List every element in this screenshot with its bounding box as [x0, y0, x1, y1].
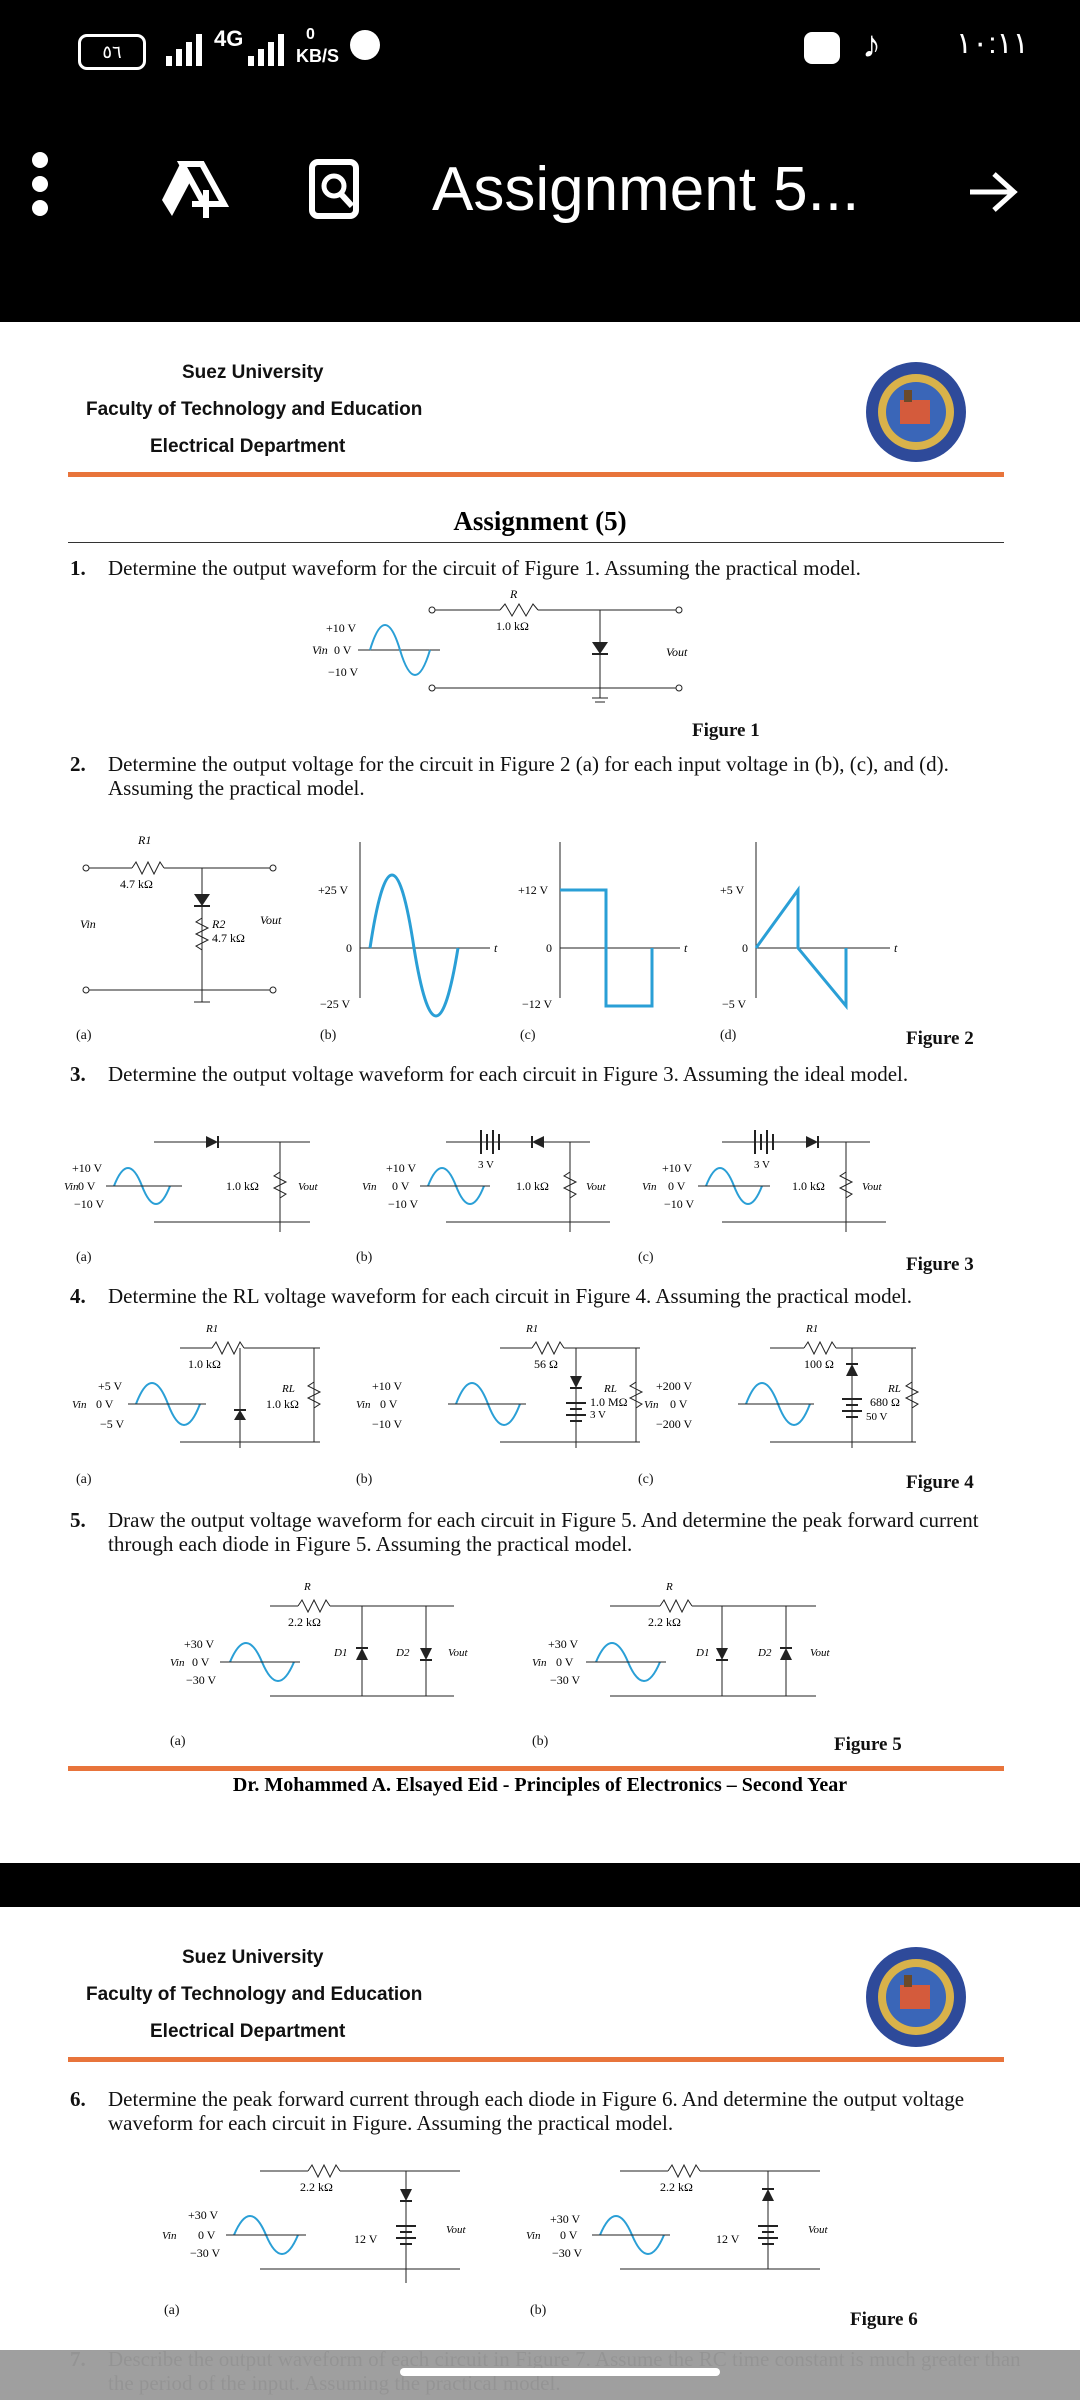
- svg-text:Vout: Vout: [810, 1647, 830, 1659]
- svg-text:−30 V: −30 V: [550, 1673, 581, 1687]
- svg-text:Vout: Vout: [446, 2224, 466, 2236]
- assignment-title: Assignment (5): [453, 506, 627, 536]
- clock: ١٠:١١: [956, 27, 1029, 60]
- svg-text:56 Ω: 56 Ω: [534, 1357, 558, 1371]
- pdf-page-2: [0, 1907, 1080, 2400]
- label-vneg: −10 V: [328, 665, 359, 679]
- sub-c: (c): [520, 1028, 536, 1043]
- svg-text:Vin: Vin: [64, 1181, 79, 1193]
- svg-text:−30 V: −30 V: [186, 1673, 217, 1687]
- svg-text:D1: D1: [696, 1647, 710, 1659]
- svg-text:1.0 MΩ: 1.0 MΩ: [590, 1395, 628, 1409]
- label-r1val: 4.7 kΩ: [120, 877, 153, 891]
- svg-text:+10 V: +10 V: [662, 1161, 693, 1175]
- label-zero: 0: [742, 941, 748, 955]
- svg-text:0 V: 0 V: [392, 1179, 410, 1193]
- question-number: 5.: [70, 1508, 86, 1532]
- footer-rule: [68, 1766, 1004, 1771]
- figure-3-circuits: [64, 1102, 1010, 1242]
- faculty-name: Faculty of Technology and Education: [86, 1984, 423, 2005]
- svg-text:R1: R1: [526, 1323, 539, 1335]
- svg-text:−10 V: −10 V: [74, 1197, 105, 1211]
- svg-text:+10 V: +10 V: [386, 1161, 417, 1175]
- label-t: t: [894, 941, 898, 955]
- svg-text:−200 V: −200 V: [656, 1417, 693, 1431]
- fig3-b: [362, 1130, 610, 1232]
- question-text: Determine the RL voltage waveform for each circuit in Figure 4. Assuming the practical model.: [108, 1284, 912, 1308]
- fig5-b: [532, 1581, 831, 1696]
- label-v0: 0 V: [334, 643, 352, 657]
- fig6-b: [526, 2165, 829, 2269]
- music-note-icon: ♪: [862, 24, 881, 66]
- speed-unit: KB/S: [296, 46, 340, 66]
- svg-text:0 V: 0 V: [670, 1397, 688, 1411]
- svg-text:Vin: Vin: [362, 1181, 377, 1193]
- svg-text:0 V: 0 V: [560, 2228, 578, 2242]
- svg-text:1.0 kΩ: 1.0 kΩ: [792, 1179, 825, 1193]
- figure-3-label: Figure 3: [906, 1254, 974, 1275]
- label-b-pos: +25 V: [318, 883, 349, 897]
- svg-text:Vout: Vout: [448, 1647, 468, 1659]
- fig3-a: [64, 1136, 319, 1232]
- figure-5-label: Figure 5: [834, 1734, 902, 1755]
- question-text: Determine the output voltage waveform for each circuit in Figure 3. Assuming the ideal model.: [108, 1062, 909, 1086]
- figure-1-label: Figure 1: [692, 720, 760, 741]
- question-text: Determine the output voltage for the circuit in Figure 2 (a) for each input voltage in (b), (c), and (d). Assuming the practical model.: [108, 752, 949, 800]
- label-t: t: [684, 941, 688, 955]
- svg-text:0 V: 0 V: [380, 1397, 398, 1411]
- svg-text:+30 V: +30 V: [188, 2208, 219, 2222]
- fig4-b: [356, 1323, 642, 1448]
- label-vout: Vout: [666, 645, 688, 659]
- label-zero: 0: [346, 941, 352, 955]
- question-text: Determine the output waveform for the circuit of Figure 1. Assuming the practical model.: [108, 556, 861, 580]
- svg-text:−30 V: −30 V: [190, 2246, 221, 2260]
- network-type: 4G: [214, 26, 244, 51]
- svg-text:3 V: 3 V: [478, 1159, 494, 1171]
- svg-text:12 V: 12 V: [716, 2232, 740, 2246]
- question-text: Determine the peak forward current through each diode in Figure 6. And determine the output voltage waveform for each circuit in Figure. Assuming the practical model.: [108, 2087, 965, 2135]
- label-d-pos: +5 V: [720, 883, 745, 897]
- svg-text:R1: R1: [806, 1323, 819, 1335]
- svg-text:Vin: Vin: [162, 2230, 177, 2242]
- fig5-a: [170, 1581, 469, 1696]
- question-text: Draw the output voltage waveform for each circuit in Figure 5. And determine the peak forward current through each diode in Figure 5. Assuming the practical model.: [108, 1508, 979, 1556]
- svg-text:+10 V: +10 V: [372, 1379, 403, 1393]
- pdf-page-1: [0, 322, 1080, 1863]
- status-bar: [0, 0, 1080, 100]
- question-number: 3.: [70, 1062, 86, 1086]
- label-r1: R1: [138, 833, 152, 847]
- figure-2-circuit: [70, 822, 1010, 1022]
- sub-a: (a): [76, 1250, 92, 1265]
- sub-a: (a): [170, 1734, 186, 1749]
- alarm-icon: [350, 30, 380, 60]
- label-c-pos: +12 V: [518, 883, 549, 897]
- svg-text:1.0 kΩ: 1.0 kΩ: [266, 1397, 299, 1411]
- label-zero: 0: [546, 941, 552, 955]
- figure-4-circuits: [70, 1318, 1010, 1468]
- svg-text:0 V: 0 V: [96, 1397, 114, 1411]
- svg-text:D2: D2: [758, 1647, 772, 1659]
- title-rule: [68, 542, 1004, 543]
- signal-icon: [164, 32, 204, 66]
- svg-text:2.2 kΩ: 2.2 kΩ: [288, 1615, 321, 1629]
- university-name: Suez University: [182, 1947, 324, 1968]
- question-number: 2.: [70, 752, 86, 776]
- svg-text:+200 V: +200 V: [656, 1379, 693, 1393]
- svg-text:12 V: 12 V: [354, 2232, 378, 2246]
- svg-text:−10 V: −10 V: [664, 1197, 695, 1211]
- svg-text:1.0 kΩ: 1.0 kΩ: [226, 1179, 259, 1193]
- svg-text:+5 V: +5 V: [98, 1379, 123, 1393]
- svg-text:1.0 kΩ: 1.0 kΩ: [188, 1357, 221, 1371]
- svg-text:RL: RL: [888, 1383, 901, 1395]
- department-name: Electrical Department: [150, 2021, 346, 2042]
- page-gap: [0, 1863, 1080, 1907]
- svg-text:Vout: Vout: [808, 2224, 828, 2236]
- svg-text:R: R: [666, 1581, 673, 1593]
- svg-text:Vout: Vout: [862, 1181, 882, 1193]
- svg-text:Vout: Vout: [298, 1181, 318, 1193]
- figure-4-label: Figure 4: [906, 1472, 974, 1493]
- svg-text:−10 V: −10 V: [388, 1197, 419, 1211]
- doc-search-icon[interactable]: [308, 158, 364, 222]
- svg-text:Vin: Vin: [644, 1399, 659, 1411]
- svg-text:+10 V: +10 V: [72, 1161, 103, 1175]
- label-c-neg: −12 V: [522, 997, 553, 1011]
- more-vert-icon[interactable]: [30, 152, 50, 228]
- label-b-neg: −25 V: [320, 997, 351, 1011]
- department-name: Electrical Department: [150, 436, 346, 457]
- svg-text:0 V: 0 V: [192, 1655, 210, 1669]
- svg-text:D1: D1: [334, 1647, 348, 1659]
- sub-a: (a): [164, 2303, 180, 2318]
- sub-b: (b): [530, 2303, 547, 2318]
- figure-1-circuit: [300, 587, 760, 708]
- svg-text:RL: RL: [282, 1383, 295, 1395]
- label-vout: Vout: [260, 913, 282, 927]
- svg-text:3 V: 3 V: [754, 1159, 770, 1171]
- fig3-c: [642, 1130, 886, 1232]
- figure-6-circuits: [70, 2143, 1010, 2293]
- header-rule: [68, 472, 1004, 477]
- signal-icon-2: [246, 32, 286, 66]
- label-r: R: [510, 587, 518, 601]
- arrow-right-icon[interactable]: [968, 172, 1018, 212]
- svg-text:RL: RL: [604, 1383, 617, 1395]
- sub-c: (c): [638, 1250, 654, 1265]
- svg-text:−5 V: −5 V: [100, 1417, 125, 1431]
- svg-text:Vout: Vout: [586, 1181, 606, 1193]
- svg-text:680 Ω: 680 Ω: [870, 1395, 900, 1409]
- sub-b: (b): [356, 1472, 373, 1487]
- figure-2-label: Figure 2: [906, 1028, 974, 1049]
- svg-text:2.2 kΩ: 2.2 kΩ: [648, 1615, 681, 1629]
- svg-text:−10 V: −10 V: [372, 1417, 403, 1431]
- svg-text:−30 V: −30 V: [552, 2246, 583, 2260]
- faculty-name: Faculty of Technology and Education: [86, 399, 423, 420]
- sub-a: (a): [76, 1028, 92, 1043]
- label-r2: R2: [212, 917, 226, 931]
- document-title: Assignment 5...: [432, 155, 860, 224]
- svg-text:+30 V: +30 V: [548, 1637, 579, 1651]
- university-logo: [864, 360, 968, 464]
- fig6-a: [162, 2165, 467, 2283]
- sub-d: (d): [720, 1028, 737, 1043]
- svg-text:0 V: 0 V: [668, 1179, 686, 1193]
- sub-c: (c): [638, 1472, 654, 1487]
- label-t: t: [494, 941, 498, 955]
- svg-text:Vin: Vin: [642, 1181, 657, 1193]
- label-vpos: +10 V: [326, 621, 357, 635]
- figure-6-label: Figure 6: [850, 2309, 918, 2330]
- svg-text:50 V: 50 V: [866, 1411, 888, 1423]
- svg-text:2.2 kΩ: 2.2 kΩ: [660, 2180, 693, 2194]
- svg-text:0 V: 0 V: [198, 2228, 216, 2242]
- svg-text:Vin: Vin: [72, 1399, 87, 1411]
- svg-text:R: R: [304, 1581, 311, 1593]
- label-rval: 1.0 kΩ: [496, 619, 529, 633]
- svg-text:+30 V: +30 V: [184, 1637, 215, 1651]
- svg-text:3 V: 3 V: [590, 1409, 606, 1421]
- label-d-neg: −5 V: [722, 997, 747, 1011]
- university-name: Suez University: [182, 362, 324, 383]
- speed-value: 0: [306, 26, 315, 43]
- page-footer: Dr. Mohammed A. Elsayed Eid - Principles of Electronics – Second Year: [232, 1774, 848, 1796]
- sub-b: (b): [532, 1734, 549, 1749]
- question-number: 6.: [70, 2087, 86, 2111]
- sub-b: (b): [320, 1028, 337, 1043]
- drive-add-icon[interactable]: [158, 160, 228, 220]
- question-number: 4.: [70, 1284, 86, 1308]
- university-logo: [864, 1945, 968, 2049]
- svg-text:Vin: Vin: [170, 1657, 185, 1669]
- app-toolbar: [0, 100, 1080, 322]
- svg-text:D2: D2: [396, 1647, 410, 1659]
- svg-text:0 V: 0 V: [78, 1179, 96, 1193]
- svg-text:Vin: Vin: [526, 2230, 541, 2242]
- svg-text:100 Ω: 100 Ω: [804, 1357, 834, 1371]
- svg-text:Vin: Vin: [356, 1399, 371, 1411]
- sub-b: (b): [356, 1250, 373, 1265]
- label-r2val: 4.7 kΩ: [212, 931, 245, 945]
- svg-text:+30 V: +30 V: [550, 2212, 581, 2226]
- gesture-handle[interactable]: [400, 2368, 720, 2376]
- fig4-c: [644, 1323, 918, 1448]
- voice-recorder-icon: [804, 32, 840, 64]
- figure-5-circuits: [70, 1566, 1010, 1716]
- fig4-a: [72, 1323, 320, 1448]
- label-vin: Vin: [312, 643, 328, 657]
- sub-a: (a): [76, 1472, 92, 1487]
- svg-text:2.2 kΩ: 2.2 kΩ: [300, 2180, 333, 2194]
- svg-text:1.0 kΩ: 1.0 kΩ: [516, 1179, 549, 1193]
- header-rule: [68, 2057, 1004, 2062]
- svg-text:0 V: 0 V: [556, 1655, 574, 1669]
- question-number: 1.: [70, 556, 86, 580]
- svg-text:R1: R1: [206, 1323, 219, 1335]
- battery-badge: ٥٦: [78, 34, 146, 70]
- svg-text:Vin: Vin: [532, 1657, 547, 1669]
- label-vin: Vin: [80, 917, 96, 931]
